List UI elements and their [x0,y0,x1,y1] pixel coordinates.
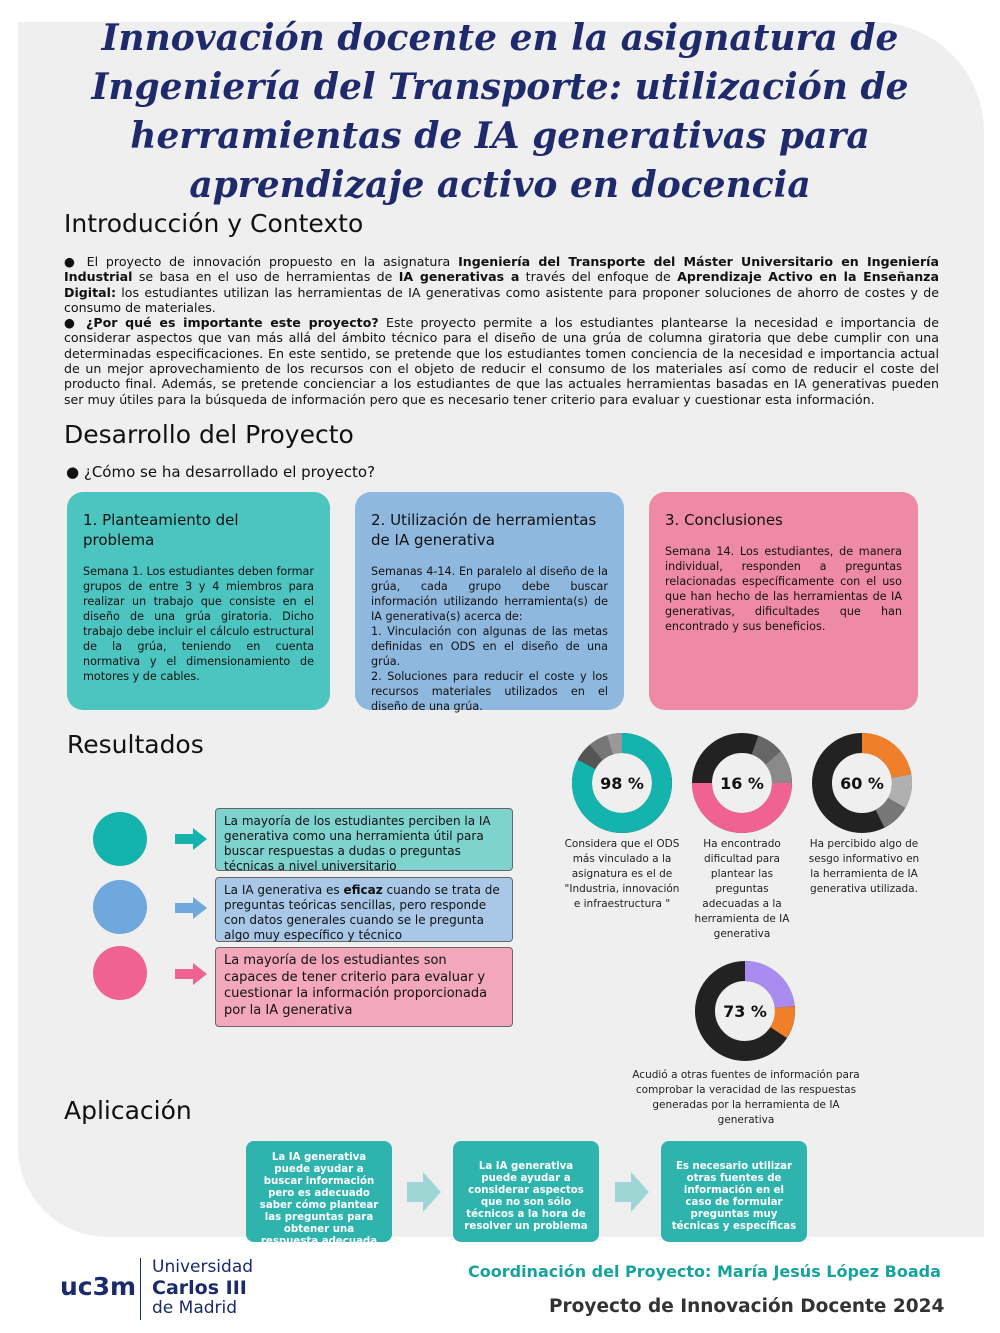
donut-value: 60 % [840,774,884,793]
result-dot-blue [93,880,147,934]
card-planteamiento [67,492,330,710]
desarrollo-question: ● ¿Cómo se ha desarrollado el proyecto? [66,463,376,481]
result-dot-teal [93,812,147,866]
card-title: 3. Conclusiones [665,511,783,529]
desarrollo-heading: Desarrollo del Proyecto [64,420,354,449]
card-conclusiones [649,492,918,710]
donut-chart-60 [810,731,914,835]
donut-chart-16 [690,731,794,835]
donut-chart-98 [570,731,674,835]
aplicacion-box: Es necesario utilizar otras fuentes de información en el caso de formular preguntas muy técnicas y específicas [661,1141,807,1242]
aplicacion-box: La IA generativa puede ayudar a considerar aspectos que no son sólo técnicos a la hora de resolver un problema [453,1141,599,1242]
intro-heading: Introducción y Contexto [64,209,364,238]
result-box: La IA generativa es eficaz cuando se trata de preguntas teóricas sencillas, pero responde con datos generales cuando se le pregunta algo muy específico y técnico [215,877,513,942]
result-box: La mayoría de los estudiantes perciben la IA generativa como una herramienta útil para buscar respuestas a dudas o preguntas técnicas a nivel universitario [215,808,513,871]
aplicacion-heading: Aplicación [64,1096,192,1125]
card-body: Semanas 4-14. En paralelo al diseño de la grúa, cada grupo debe buscar información utilizando herramienta(s) de IA generativa(s) acerca de: 1. Vinculación con algunas de las metas definidas en ODS en el diseño de una grúa. 2. Soluciones para reducir el coste y los recursos materiales utilizados en el diseño de una grúa. [371,565,608,713]
donut-value: 73 % [723,1002,767,1021]
donut-label: Ha encontrado dificultad para plantear las preguntas adecuadas a la herramienta de IA generativa [694,838,790,940]
donut-label: Ha percibido algo de sesgo informativo en la herramienta de IA generativa utilizada. [808,838,920,895]
resultados-heading: Resultados [67,730,204,759]
donut-chart-73 [693,959,797,1063]
arrow-right-icon [175,963,207,985]
donut-value: 16 % [720,774,764,793]
project-id-text: Proyecto de Innovación Docente 2024 [549,1296,945,1317]
donut-label: Considera que el ODS más vinculado a la asignatura es el de "Industria, innovación e infraestructura " [564,838,680,910]
chevron-right-icon [615,1172,649,1212]
arrow-right-icon [175,828,207,850]
card-title: 1. Planteamiento del problema [83,511,239,549]
card-title: 2. Utilización de herramientas de IA generativa [371,511,597,549]
uc3m-logo: uc3m Universidad Carlos III de Madrid [60,1257,254,1318]
donut-value: 98 % [600,774,644,793]
arrow-right-icon [175,897,207,919]
chevron-right-icon [407,1172,441,1212]
coordination-text: Coordinación del Proyecto: María Jesús López Boada [468,1262,941,1281]
result-box: La mayoría de los estudiantes son capaces de tener criterio para evaluar y cuestionar la información proporcionada por la IA generativa [215,947,513,1027]
card-body: Semana 1. Los estudiantes deben formar grupos de entre 3 y 4 miembros para realizar un trabajo que consiste en el diseño de una grúa giratoria. Dicho trabajo debe incluir el cálculo estructural de la grúa, teniendo en cuenta normativa y el dimensionamiento de motores y de cables. [83,565,314,683]
poster-title: Innovación docente en la asignatura de Ingeniería del Transporte: utilización de herramientas de IA generativas para aprendizaje activo en docencia [91,17,909,206]
intro-text [64,254,939,407]
card-body: Semana 14. Los estudiantes, de manera individual, responden a preguntas relacionadas específicamente con el uso que han hecho de las herramientas de IA generativas, dificultades que han encontrado y sus beneficios. [665,545,902,633]
donut-label: Acudió a otras fuentes de información para comprobar la veracidad de las respuestas generadas por la herramienta de IA generativa [632,1069,860,1126]
result-dot-pink [93,946,147,1000]
intro-paragraph-2: ● ¿Por qué es importante este proyecto? Este proyecto permite a los estudiantes plantearse la necesidad e importancia de considerar aspectos que van más allá del ámbito técnico para el diseño de una grúa de columna giratoria que debe cumplir con una determinadas especificaciones. En este sentido, se pretende que los estudiantes tomen conciencia de la necesidad e importancia actual de un mejor aprovechamiento de los recursos con el objeto de reducir el consumo de los materiales así como de reducir el coste del producto final. Además, se pretende concienciar a los estudiantes de que las actuales herramientas basadas en IA generativas pueden ser muy útiles para la búsqueda de información pero que es necesario tener criterio para evaluar y cuestionar esta información. [64,315,939,407]
aplicacion-box: La IA generativa puede ayudar a buscar información pero es adecuado saber cómo plantear las preguntas para obtener una respuesta adecuada [246,1141,392,1242]
card-herramientas [355,492,624,713]
intro-paragraph-1: ● El proyecto de innovación propuesto en la asignatura Ingeniería del Transporte del Máster Universitario en Ingeniería Industrial se basa en el uso de herramientas de IA generativas a través del enfoque de Aprendizaje Activo en la Enseñanza Digital: los estudiantes utilizan las herramientas de IA generativas como asistente para proponer soluciones de ahorro de costes y de consumo de materiales. [64,254,940,315]
